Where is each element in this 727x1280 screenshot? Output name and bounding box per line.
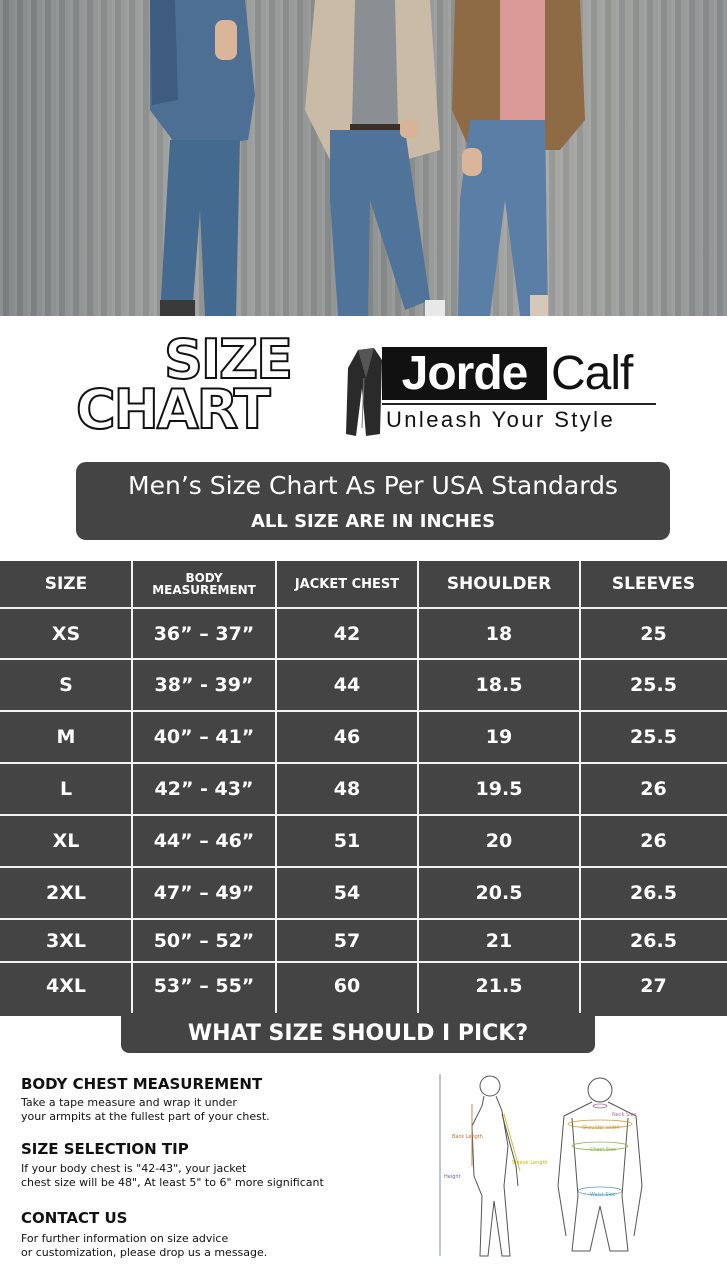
brand-name-bold: Jorde bbox=[382, 347, 547, 400]
size-cell: L bbox=[59, 778, 73, 800]
jacket-chest-cell: 51 bbox=[333, 830, 361, 852]
pick-size-banner: WHAT SIZE SHOULD I PICK? bbox=[121, 1013, 595, 1053]
brand-name-light: Calf bbox=[551, 347, 633, 400]
chest-size-label: Chest Size bbox=[590, 1147, 617, 1153]
tip-text-line1: If your body chest is "42-43", your jacket bbox=[21, 1162, 247, 1175]
body-measurement-diagram bbox=[432, 1066, 662, 1262]
shoulder-cell: 21.5 bbox=[475, 975, 523, 997]
brand-logo bbox=[344, 344, 664, 440]
shoulder-width-label: Shoulder width bbox=[582, 1125, 620, 1131]
model-middle bbox=[305, 0, 445, 316]
body-measurement-cell: 50” – 52” bbox=[153, 929, 255, 952]
model-right bbox=[452, 0, 585, 316]
body-measurement-cell: 36” – 37” bbox=[153, 622, 255, 645]
jacket-chest-cell: 44 bbox=[333, 674, 361, 696]
jacket-icon bbox=[344, 348, 384, 438]
measure-text-line2: your armpits at the fullest part of your chest. bbox=[21, 1110, 270, 1123]
size-chart-logo-line2: CHART bbox=[76, 378, 269, 441]
sleeve-length-label: Sleeve Length bbox=[512, 1160, 548, 1166]
sleeves-cell: 26 bbox=[640, 830, 667, 852]
header-body-line2: MEASUREMENT bbox=[152, 583, 256, 597]
size-cell: 2XL bbox=[46, 882, 86, 904]
brand-slogan: Unleash Your Style bbox=[386, 407, 616, 432]
jacket-chest-cell: 60 bbox=[333, 975, 361, 997]
size-cell: XL bbox=[52, 830, 80, 852]
header-body-measurement bbox=[132, 561, 276, 607]
size-chart-logo-line1: SIZE bbox=[164, 328, 292, 391]
body-measurement-cell: 40” – 41” bbox=[153, 726, 255, 748]
size-table bbox=[0, 561, 727, 1016]
sleeves-cell: 26 bbox=[640, 778, 667, 800]
measure-title: BODY CHEST MEASUREMENT bbox=[21, 1075, 263, 1093]
shoulder-cell: 18 bbox=[485, 622, 513, 645]
neck-measure-line bbox=[593, 1104, 607, 1108]
jacket-chest-cell: 54 bbox=[333, 882, 361, 904]
body-measurement-cell: 42” - 43” bbox=[154, 778, 254, 800]
sleeves-cell: 27 bbox=[640, 975, 667, 997]
sleeves-cell: 25.5 bbox=[630, 726, 677, 748]
shoulder-cell: 18.5 bbox=[475, 674, 523, 696]
shoulder-cell: 21 bbox=[485, 929, 513, 952]
sleeves-cell: 25.5 bbox=[630, 674, 677, 696]
contact-title: CONTACT US bbox=[21, 1209, 128, 1227]
hero-photo bbox=[0, 0, 727, 316]
body-measurement-cell: 38” - 39” bbox=[154, 674, 254, 696]
shoulder-cell: 19.5 bbox=[475, 778, 523, 800]
jacket-chest-cell: 48 bbox=[333, 778, 361, 800]
size-chart-logo bbox=[76, 328, 300, 442]
model-left bbox=[150, 0, 255, 316]
sleeves-cell: 26.5 bbox=[630, 882, 677, 904]
jacket-chest-cell: 46 bbox=[333, 726, 361, 748]
header-sleeves: SLEEVES bbox=[611, 574, 696, 594]
tip-text-line2: chest size will be 48", At least 5" to 6" more significant bbox=[21, 1176, 324, 1189]
shoulder-cell: 19 bbox=[485, 726, 513, 748]
jacket-chest-cell: 57 bbox=[333, 929, 361, 952]
sleeves-cell: 25 bbox=[640, 622, 667, 645]
brand-divider bbox=[382, 403, 656, 405]
size-cell: M bbox=[56, 726, 76, 748]
neck-size-label: Neck Size bbox=[612, 1112, 637, 1118]
chart-title: Men’s Size Chart As Per USA Standards bbox=[128, 471, 618, 500]
header-body-line1: BODY bbox=[185, 571, 223, 585]
tip-title: SIZE SELECTION TIP bbox=[21, 1140, 189, 1158]
chart-header-banner bbox=[76, 462, 670, 540]
measure-text-line1: Take a tape measure and wrap it under bbox=[21, 1096, 237, 1109]
shoulder-cell: 20.5 bbox=[475, 882, 523, 904]
back-length-label: Back Length bbox=[452, 1134, 483, 1140]
waist-size-label: Waist Size bbox=[590, 1192, 616, 1198]
shoulder-cell: 20 bbox=[485, 830, 513, 852]
body-measurement-cell: 53” – 55” bbox=[153, 975, 255, 997]
size-cell: S bbox=[59, 674, 73, 696]
body-measurement-cell: 44” – 46” bbox=[153, 830, 255, 852]
body-measurement-cell: 47” – 49” bbox=[153, 882, 255, 904]
height-label: Height bbox=[444, 1174, 461, 1180]
size-cell: 4XL bbox=[46, 975, 86, 997]
jacket-chest-cell: 42 bbox=[333, 622, 361, 645]
side-view-figure bbox=[472, 1076, 518, 1256]
contact-text-line2: or customization, please drop us a message. bbox=[21, 1246, 268, 1259]
header-size: SIZE bbox=[44, 574, 88, 594]
header-jacket-chest: JACKET CHEST bbox=[294, 576, 400, 592]
size-cell: XS bbox=[51, 622, 81, 645]
size-cell: 3XL bbox=[46, 929, 86, 952]
header-shoulder: SHOULDER bbox=[446, 574, 552, 594]
sleeves-cell: 26.5 bbox=[630, 929, 677, 952]
chart-subtitle: ALL SIZE ARE IN INCHES bbox=[250, 511, 496, 532]
contact-text-line1: For further information on size advice bbox=[21, 1232, 229, 1245]
